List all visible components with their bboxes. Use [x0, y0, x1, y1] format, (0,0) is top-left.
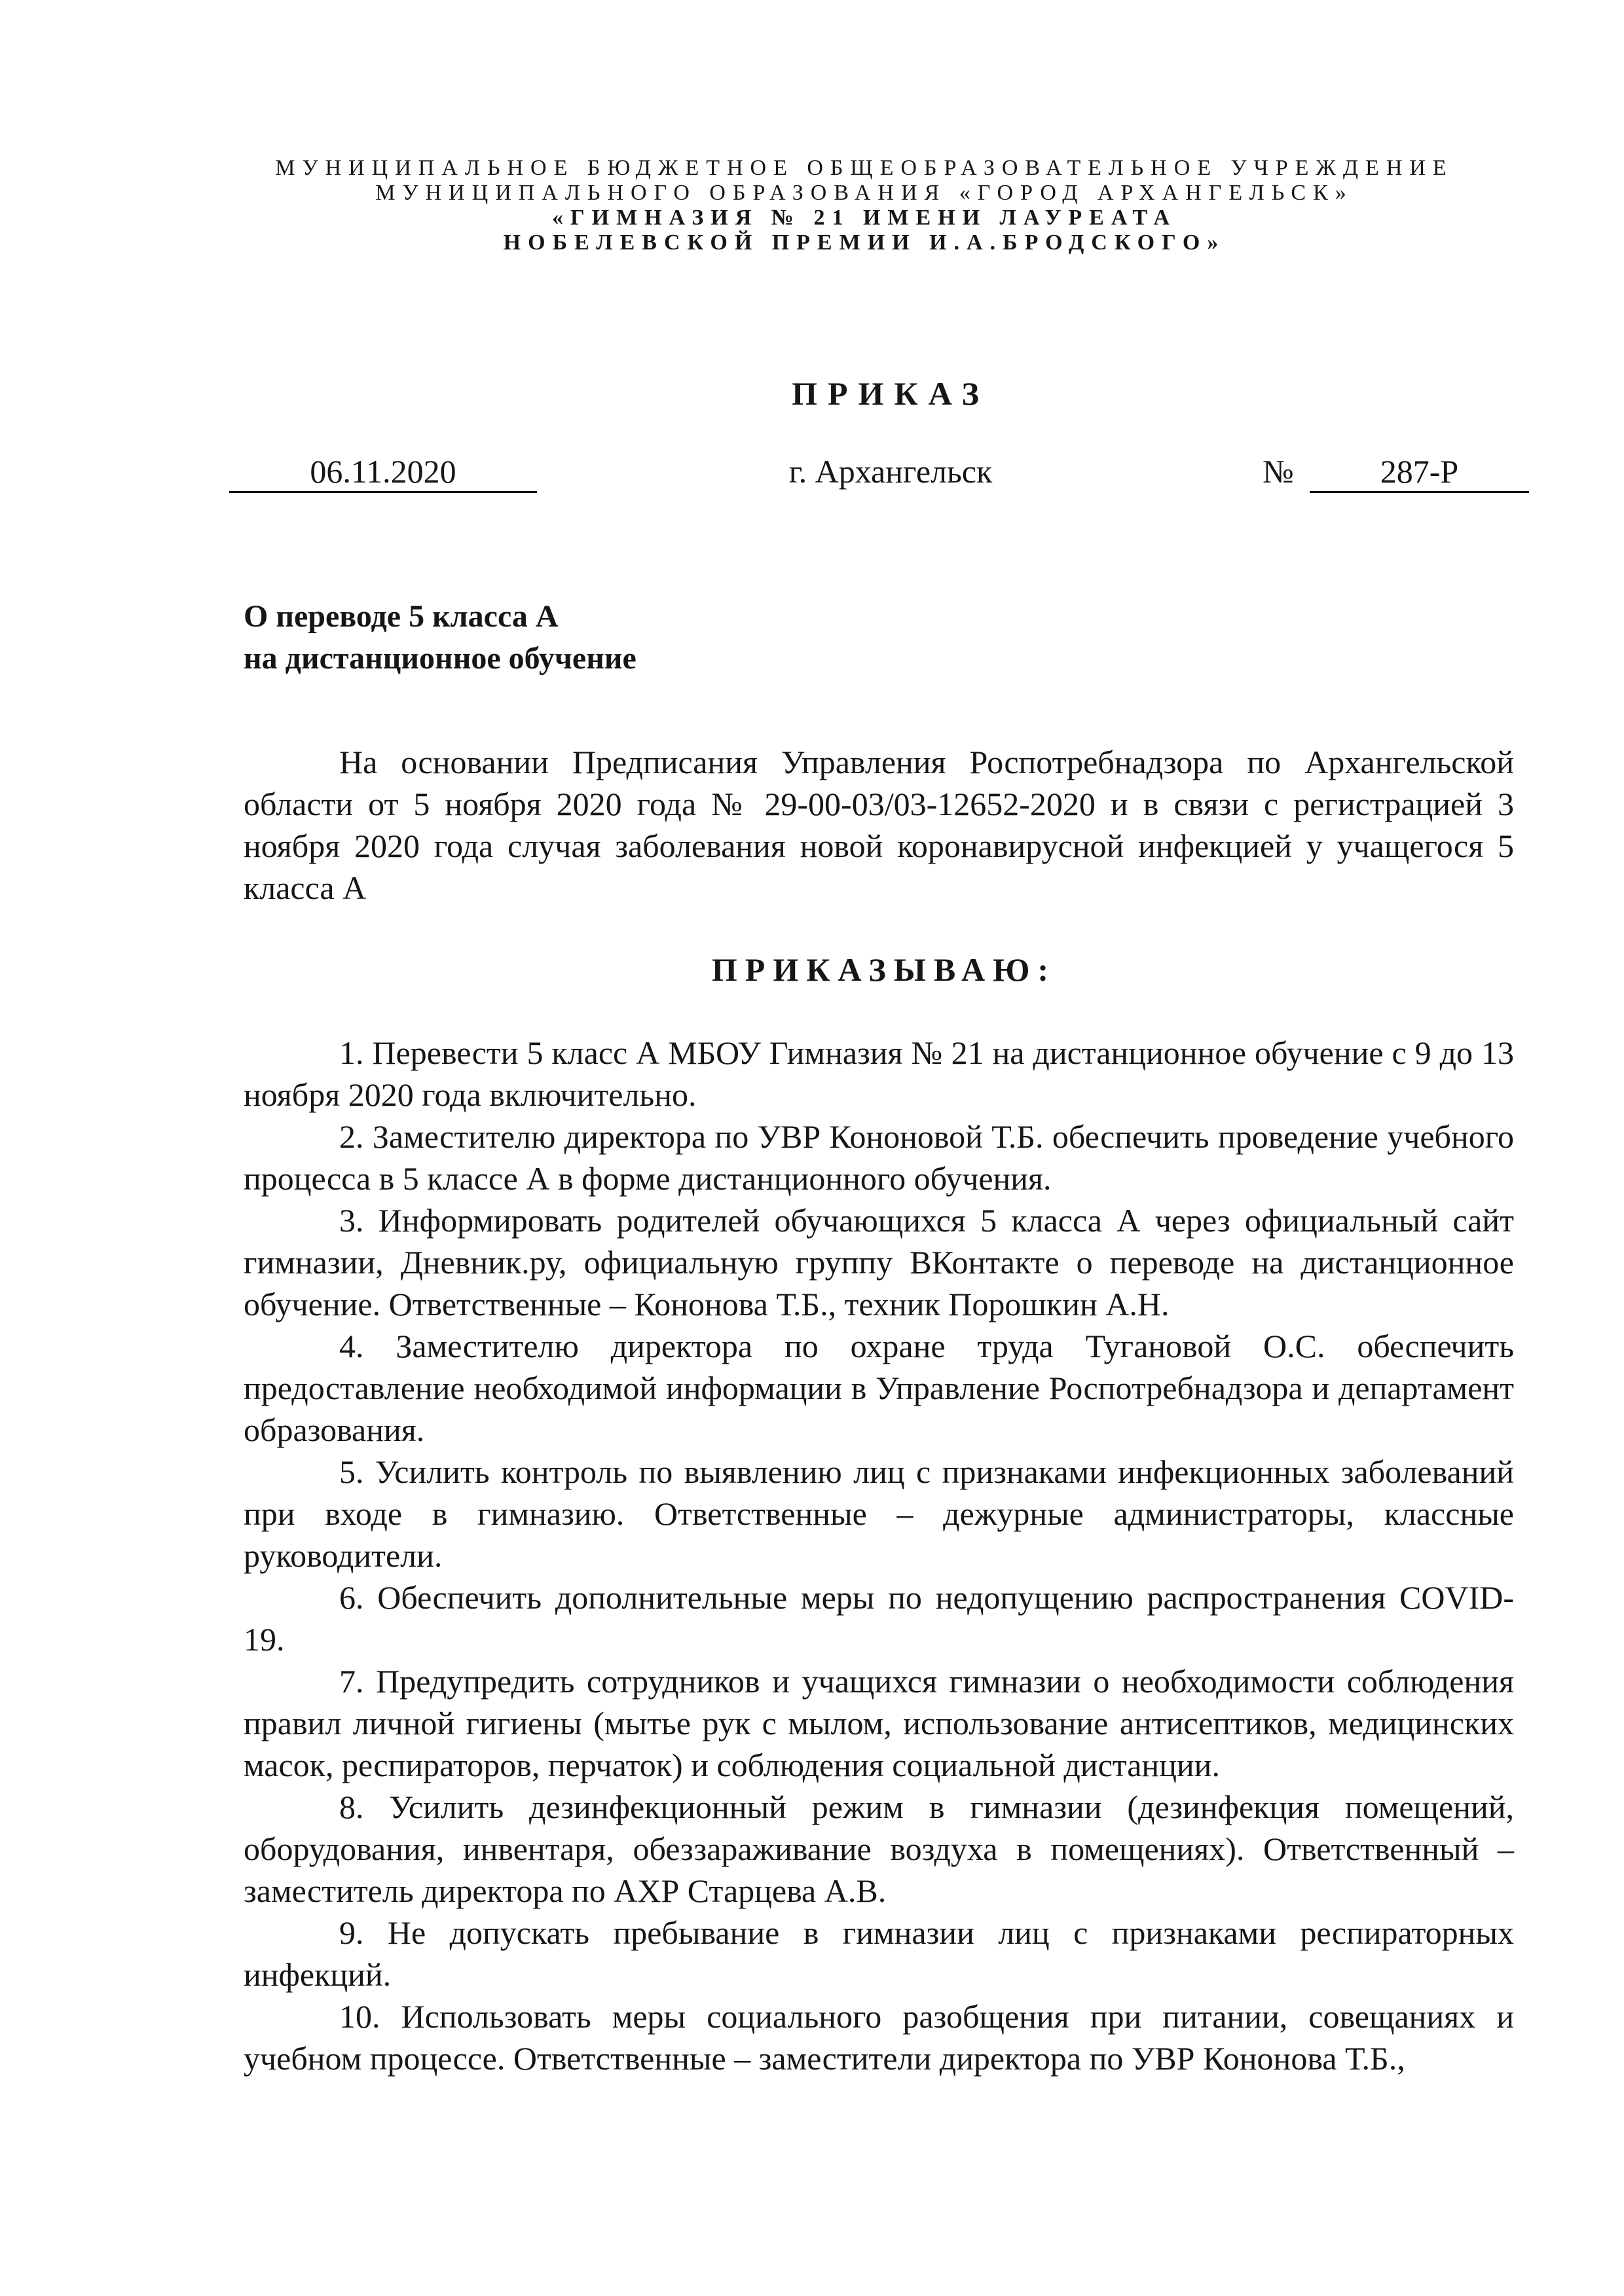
- order-item: 4. Заместителю директора по охране труда Тугановой О.С. обеспечить предоставление необходимой информации в Управление Роспотребнадзора и департамент образования.: [244, 1328, 1514, 1448]
- order-item: 6. Обеспечить дополнительные меры по недопущению распространения COVID-19.: [244, 1579, 1514, 1658]
- header-line-2: МУНИЦИПАЛЬНОГО ОБРАЗОВАНИЯ «ГОРОД АРХАНГЕЛЬСК»: [375, 181, 1354, 205]
- header-line-4: НОБЕЛЕВСКОЙ ПРЕМИИ И.А.БРОДСКОГО»: [503, 230, 1226, 255]
- order-city: г. Архангельск: [788, 453, 993, 490]
- preamble-paragraph: На основании Предписания Управления Роспотребнадзора по Архангельской области от 5 ноября 2020 года № 29-00-03/03-12652-2020 и в связи с регистрацией 3 ноября 2020 года случая заболевания новой коронавирусной инфекцией у учащегося 5 класса А: [244, 744, 1514, 906]
- institution-header: [216, 156, 1513, 255]
- document-title: ПРИКАЗ: [792, 375, 989, 412]
- order-item: 2. Заместителю директора по УВР Кононовой Т.Б. обеспечить проведение учебного процесса в 5 классе А в форме дистанционного обучения.: [244, 1118, 1514, 1197]
- order-date: 06.11.2020: [229, 452, 537, 493]
- order-item: 9. Не допускать пребывание в гимназии лиц с признаками респираторных инфекций.: [244, 1914, 1514, 1993]
- subject-line-1: О переводе 5 класса А: [244, 599, 559, 634]
- header-line-1: МУНИЦИПАЛЬНОЕ БЮДЖЕТНОЕ ОБЩЕОБРАЗОВАТЕЛЬНОЕ УЧРЕЖДЕНИЕ: [275, 156, 1454, 180]
- order-item: 8. Усилить дезинфекционный режим в гимназии (дезинфекция помещений, оборудования, инвентаря, обеззараживание воздуха в помещениях). Ответственный – заместитель директора по АХР Старцева А.В.: [244, 1789, 1514, 1909]
- number-sign: №: [1263, 453, 1294, 490]
- order-subject: [244, 596, 637, 680]
- subject-line-2: на дистанционное обучение: [244, 641, 637, 676]
- order-item: 10. Использовать меры социального разобщения при питании, совещаниях и учебном процессе. Ответственные – заместители директора по УВР Кононова Т.Б.,: [244, 1998, 1514, 2077]
- order-heading: ПРИКАЗЫВАЮ:: [711, 951, 1057, 988]
- order-number: 287-Р: [1310, 452, 1529, 493]
- order-item: 5. Усилить контроль по выявлению лиц с признаками инфекционных заболеваний при входе в гимназию. Ответственные – дежурные администраторы, классные руководители.: [244, 1453, 1514, 1574]
- header-line-3: «ГИМНАЗИЯ № 21 ИМЕНИ ЛАУРЕАТА: [552, 206, 1177, 230]
- order-item: 3. Информировать родителей обучающихся 5 класса А через официальный сайт гимназии, Дневник.ру, официальную группу ВКонтакте о переводе на дистанционное обучение. Ответственные – Кононова Т.Б., техник Порошкин А.Н.: [244, 1202, 1514, 1322]
- order-item: 1. Перевести 5 класс А МБОУ Гимназия № 21 на дистанционное обучение с 9 до 13 ноября 2020 года включительно.: [244, 1034, 1514, 1113]
- order-item: 7. Предупредить сотрудников и учащихся гимназии о необходимости соблюдения правил личной гигиены (мытье рук с мылом, использование антисептиков, медицинских масок, респираторов, перчаток) и соблюдения социальной дистанции.: [244, 1663, 1514, 1783]
- order-items-list: [244, 1032, 1514, 2079]
